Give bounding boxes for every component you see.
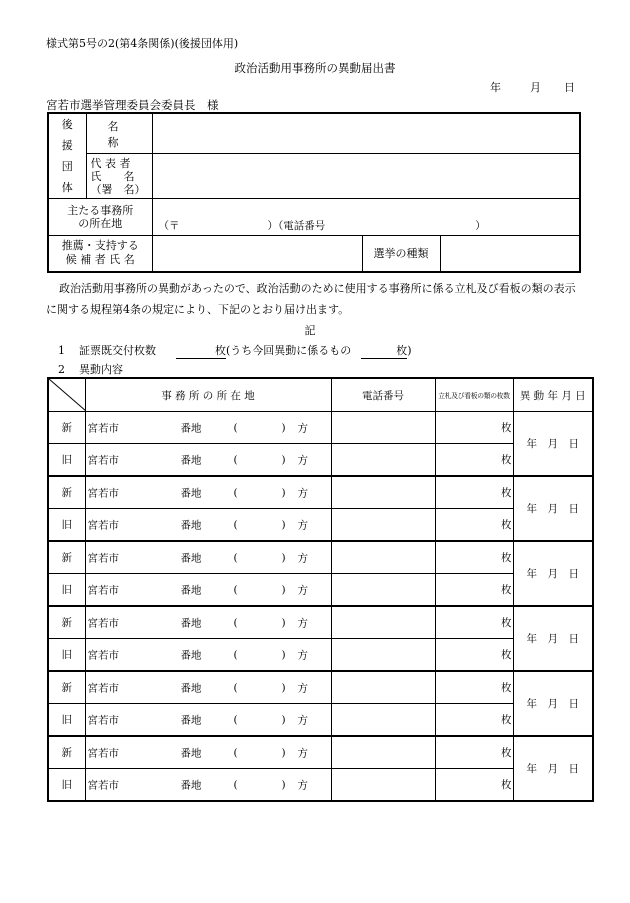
table-row	[48, 412, 593, 444]
location-cell[interactable]: 宮若市 番地 ( ) 方	[85, 412, 331, 444]
candidate-label: 推薦・支持する 候 補 者 氏 名	[48, 236, 152, 272]
location-cell[interactable]: 宮若市 番地 ( ) 方	[85, 769, 331, 802]
phone-cell[interactable]	[331, 704, 435, 737]
change-kind-new: 新	[48, 736, 85, 769]
table-row	[48, 574, 593, 607]
name-label: 名 称	[86, 113, 152, 154]
location-cell[interactable]: 宮若市 番地 ( ) 方	[85, 541, 331, 574]
issued-cards-line: 1 証票既交付枚数 枚(うち今回異動に係るもの 枚)	[58, 344, 412, 357]
kata-text: 方	[297, 422, 308, 434]
table-row	[48, 509, 593, 542]
change-kind-new: 新	[48, 476, 85, 509]
phone-cell[interactable]	[331, 444, 435, 477]
phone-cell[interactable]	[331, 541, 435, 574]
location-cell[interactable]: 宮若市 番地 ( ) 方	[85, 509, 331, 542]
issued-count-field[interactable]: 枚	[176, 342, 226, 359]
change-kind-old: 旧	[48, 769, 85, 802]
count-cell[interactable]: 枚	[435, 606, 513, 639]
banchi-text: 番地	[180, 552, 202, 564]
change-kind-old: 旧	[48, 444, 85, 477]
phone-header: 電話番号	[331, 378, 435, 412]
kata-text: 方	[297, 487, 308, 499]
election-type-field[interactable]	[440, 236, 580, 272]
table-row	[48, 671, 593, 704]
table-row	[48, 736, 593, 769]
change-kind-new: 新	[48, 671, 85, 704]
change-kind-old: 旧	[48, 704, 85, 737]
change-date-cell[interactable]: 年 月 日	[513, 671, 593, 736]
count-cell[interactable]: 枚	[435, 412, 513, 444]
count-cell[interactable]: 枚	[435, 769, 513, 802]
date-month-label: 月	[530, 81, 541, 94]
banchi-text: 番地	[180, 682, 202, 694]
change-content-heading: 2 異動内容	[58, 363, 123, 376]
phone-cell[interactable]	[331, 412, 435, 444]
location-cell[interactable]: 宮若市 番地 ( ) 方	[85, 671, 331, 704]
office-address-field[interactable]: （〒 ）（電話番号 ）	[152, 199, 580, 236]
change-kind-new: 新	[48, 541, 85, 574]
count-cell[interactable]: 枚	[435, 444, 513, 477]
kata-text: 方	[297, 682, 308, 694]
group-name-field[interactable]	[152, 113, 580, 154]
city-text: 宮若市	[87, 584, 119, 596]
change-date-cell[interactable]: 年 月 日	[513, 412, 593, 477]
city-text: 宮若市	[87, 617, 119, 629]
count-cell[interactable]: 枚	[435, 476, 513, 509]
location-cell[interactable]: 宮若市 番地 ( ) 方	[85, 639, 331, 672]
count-cell[interactable]: 枚	[435, 574, 513, 607]
count-cell[interactable]: 枚	[435, 639, 513, 672]
banchi-text: 番地	[180, 747, 202, 759]
representative-name-field[interactable]	[152, 154, 580, 199]
table-row	[48, 606, 593, 639]
changed-count-field[interactable]: 枚	[361, 342, 407, 359]
kata-text: 方	[297, 519, 308, 531]
kata-text: 方	[297, 617, 308, 629]
election-type-label: 選挙の種類	[362, 236, 440, 272]
count-cell[interactable]: 枚	[435, 736, 513, 769]
applicant-info-table	[47, 112, 581, 273]
change-date-cell[interactable]: 年 月 日	[513, 476, 593, 541]
location-cell[interactable]: 宮若市 番地 ( ) 方	[85, 606, 331, 639]
city-text: 宮若市	[87, 487, 119, 499]
postal-prefix: （〒	[158, 220, 180, 232]
city-text: 宮若市	[87, 747, 119, 759]
count-header: 立札及び看板の類の枚数	[435, 378, 513, 412]
count-cell[interactable]: 枚	[435, 671, 513, 704]
table-row	[48, 639, 593, 672]
change-kind-new: 新	[48, 412, 85, 444]
city-text: 宮若市	[87, 454, 119, 466]
city-text: 宮若市	[87, 519, 119, 531]
change-kind-new: 新	[48, 606, 85, 639]
table-row	[48, 444, 593, 477]
count-cell[interactable]: 枚	[435, 541, 513, 574]
count-cell[interactable]: 枚	[435, 704, 513, 737]
location-cell[interactable]: 宮若市 番地 ( ) 方	[85, 704, 331, 737]
group-label: 後 援 団 体	[48, 113, 86, 199]
phone-cell[interactable]	[331, 509, 435, 542]
city-text: 宮若市	[87, 422, 119, 434]
banchi-text: 番地	[180, 487, 202, 499]
form-number: 様式第5号の2(第4条関係)(後援団体用)	[46, 37, 239, 50]
change-date-cell[interactable]: 年 月 日	[513, 606, 593, 671]
phone-cell[interactable]	[331, 476, 435, 509]
corner-cell	[48, 378, 85, 412]
kata-text: 方	[297, 552, 308, 564]
representative-label: 代 表 者 氏 名 （署 名）	[86, 154, 152, 199]
banchi-text: 番地	[180, 714, 202, 726]
change-date-cell[interactable]: 年 月 日	[513, 541, 593, 606]
location-cell[interactable]: 宮若市 番地 ( ) 方	[85, 736, 331, 769]
phone-cell[interactable]	[331, 671, 435, 704]
form-title: 政治活動用事務所の異動届出書	[234, 61, 396, 75]
banchi-text: 番地	[180, 617, 202, 629]
table-row	[48, 769, 593, 802]
phone-cell[interactable]	[331, 574, 435, 607]
submission-date	[490, 79, 575, 95]
kata-text: 方	[297, 779, 308, 791]
change-kind-old: 旧	[48, 639, 85, 672]
kata-text: 方	[297, 454, 308, 466]
kata-text: 方	[297, 584, 308, 596]
city-text: 宮若市	[87, 682, 119, 694]
kata-text: 方	[297, 714, 308, 726]
location-header: 事 務 所 の 所 在 地	[85, 378, 331, 412]
city-text: 宮若市	[87, 714, 119, 726]
office-address-label: 主たる事務所 の所在地	[48, 199, 152, 236]
date-year-label: 年	[490, 81, 501, 94]
change-details-table	[47, 377, 594, 802]
diagonal-line	[49, 379, 86, 411]
ki-mark: 記	[304, 324, 316, 337]
city-text: 宮若市	[87, 552, 119, 564]
table-row	[48, 476, 593, 509]
kata-text: 方	[297, 649, 308, 661]
declaration-paragraph: 政治活動用事務所の異動があったので、政治活動のために使用する事務所に係る立札及び看板の類の表示に関する規程第4条の規定により、下記のとおり届け出ます。	[46, 282, 576, 316]
city-text: 宮若市	[87, 779, 119, 791]
date-day-label: 日	[564, 81, 575, 94]
change-date-cell[interactable]: 年 月 日	[513, 736, 593, 801]
city-text: 宮若市	[87, 649, 119, 661]
banchi-text: 番地	[180, 422, 202, 434]
table-row	[48, 704, 593, 737]
banchi-text: 番地	[180, 519, 202, 531]
phone-cell[interactable]	[331, 769, 435, 802]
phone-label: （電話番号	[278, 220, 326, 232]
change-kind-old: 旧	[48, 574, 85, 607]
banchi-text: 番地	[180, 584, 202, 596]
candidate-name-field[interactable]	[152, 236, 362, 272]
change-kind-old: 旧	[48, 509, 85, 542]
phone-cell[interactable]	[331, 639, 435, 672]
count-cell[interactable]: 枚	[435, 509, 513, 542]
banchi-text: 番地	[180, 649, 202, 661]
location-cell[interactable]: 宮若市 番地 ( ) 方	[85, 444, 331, 477]
date-header: 異 動 年 月 日	[513, 378, 593, 412]
location-cell[interactable]: 宮若市 番地 ( ) 方	[85, 476, 331, 509]
banchi-text: 番地	[180, 779, 202, 791]
phone-cell[interactable]	[331, 736, 435, 769]
banchi-text: 番地	[180, 454, 202, 466]
kata-text: 方	[297, 747, 308, 759]
addressee: 宮若市選挙管理委員会委員長 様	[46, 98, 219, 112]
phone-cell[interactable]	[331, 606, 435, 639]
table-row	[48, 541, 593, 574]
location-cell[interactable]: 宮若市 番地 ( ) 方	[85, 574, 331, 607]
